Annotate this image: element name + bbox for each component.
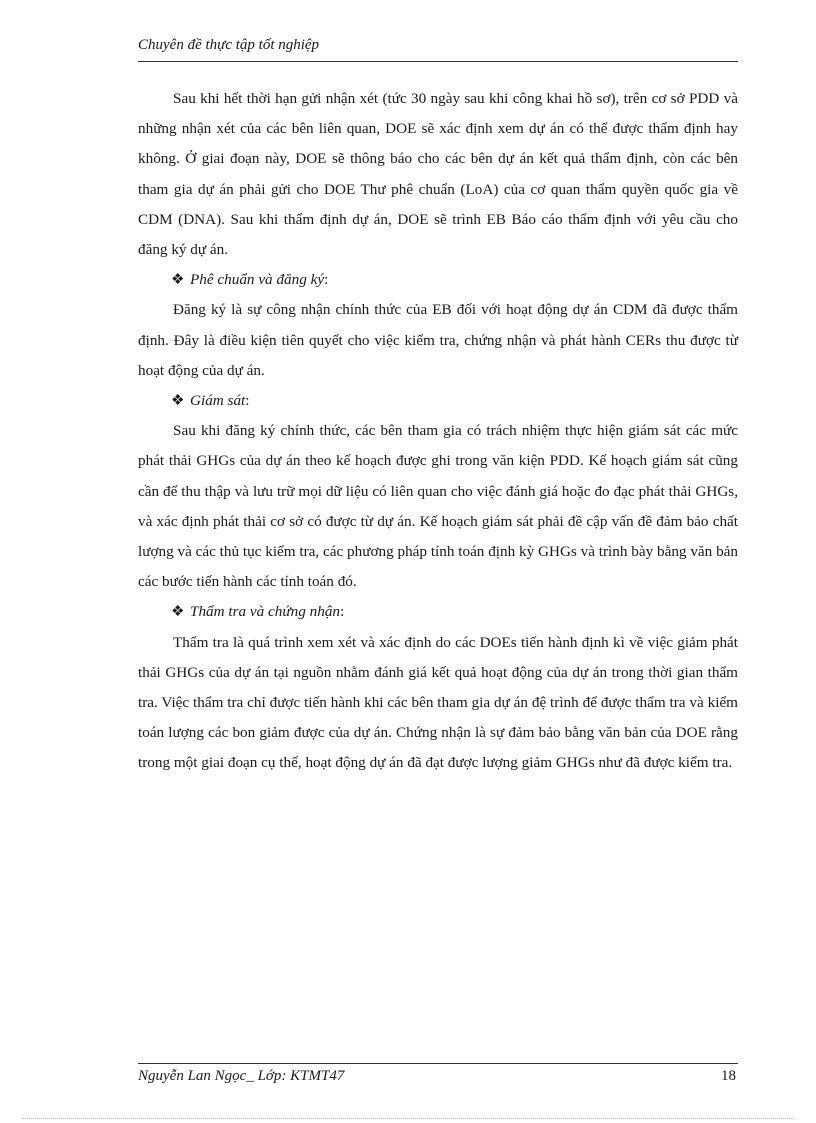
paragraph-monitoring: Sau khi đăng ký chính thức, các bên tham gia có trách nhiệm thực hiện giám sát các mức phát thải GHGs của dự án theo kế hoạch được ghi trong văn kiện PDD. Kế hoạch giám sát cũng cần để thu thập và lưu trữ mọi dữ liệu có liên quan cho việc đánh giá hoặc đo đạc phát thải GHGs, và xác định phát thải cơ sở có được từ dự án. Kế hoạch giám sát phải đề cập vấn đề đảm bảo chất lượng và các thủ tục kiểm tra, các phương pháp tính toán định kỳ GHGs và trình bày bằng văn bản các bước tiến hành các tính toán đó. [138, 422, 738, 591]
footer-divider [138, 1063, 738, 1064]
bullet-monitoring [138, 386, 738, 416]
header-divider [138, 61, 738, 62]
bullet-title: Thẩm tra và chứng nhận [190, 603, 341, 621]
document-body [138, 84, 738, 779]
diamond-bullet-icon: ❖ [171, 392, 185, 410]
page-footer [138, 1063, 738, 1091]
page-edge-divider [22, 1118, 794, 1119]
paragraph-thesis-review: Sau khi hết thời hạn gửi nhận xét (tức 30 ngày sau khi công khai hồ sơ), trên cơ sở PDD và những nhận xét của các bên liên quan, DOE sẽ xác định xem dự án có thể được thẩm định hay không. Ở giai đoạn này, DOE sẽ thông báo cho các bên dự án kết quả thẩm định, còn các bên tham gia dự án phải gửi cho DOE Thư phê chuẩn (LoA) của cơ quan thẩm quyền quốc gia về CDM (DNA). Sau khi thẩm định dự án, DOE sẽ trình EB Báo cáo thẩm định với yêu cầu cho đăng ký dự án. [138, 90, 738, 259]
bullet-title: Phê chuẩn và đăng ký [190, 271, 325, 289]
bullet-colon: : [324, 271, 329, 289]
footer-author: Nguyễn Lan Ngọc_ Lớp: KTMT47 [138, 1068, 345, 1084]
bullet-colon: : [245, 392, 250, 410]
bullet-title: Giám sát [190, 392, 246, 410]
bullet-colon: : [340, 603, 345, 621]
diamond-bullet-icon: ❖ [171, 603, 185, 621]
bullet-approval-registration [138, 265, 738, 295]
page-number: 18 [721, 1068, 736, 1084]
bullet-verification-certification [138, 597, 738, 627]
page-header [138, 36, 738, 62]
paragraph-registration: Đăng ký là sự công nhận chính thức của EB đối với hoạt động dự án CDM đã được thẩm định. Đây là điều kiện tiên quyết cho việc kiểm tra, chứng nhận và phát hành CERs thu được từ hoạt động của dự án. [138, 301, 738, 379]
header-title: Chuyên đề thực tập tốt nghiệp [138, 37, 320, 53]
diamond-bullet-icon: ❖ [171, 271, 185, 289]
paragraph-verification: Thẩm tra là quá trình xem xét và xác định do các DOEs tiến hành định kì về việc giảm phát thải GHGs của dự án tại nguồn nhằm đánh giá kết quả hoạt động của dự án trong thời gian thẩm tra. Việc thẩm tra chỉ được tiến hành khi các bên tham gia dự án đệ trình để được thẩm tra và kiểm toán lượng các bon giảm được của dự án. Chứng nhận là sự đảm bảo bằng văn bản của DOE rằng trong một giai đoạn cụ thể, hoạt động dự án đã đạt được lượng giảm GHGs như đã được kiểm tra. [138, 633, 738, 772]
